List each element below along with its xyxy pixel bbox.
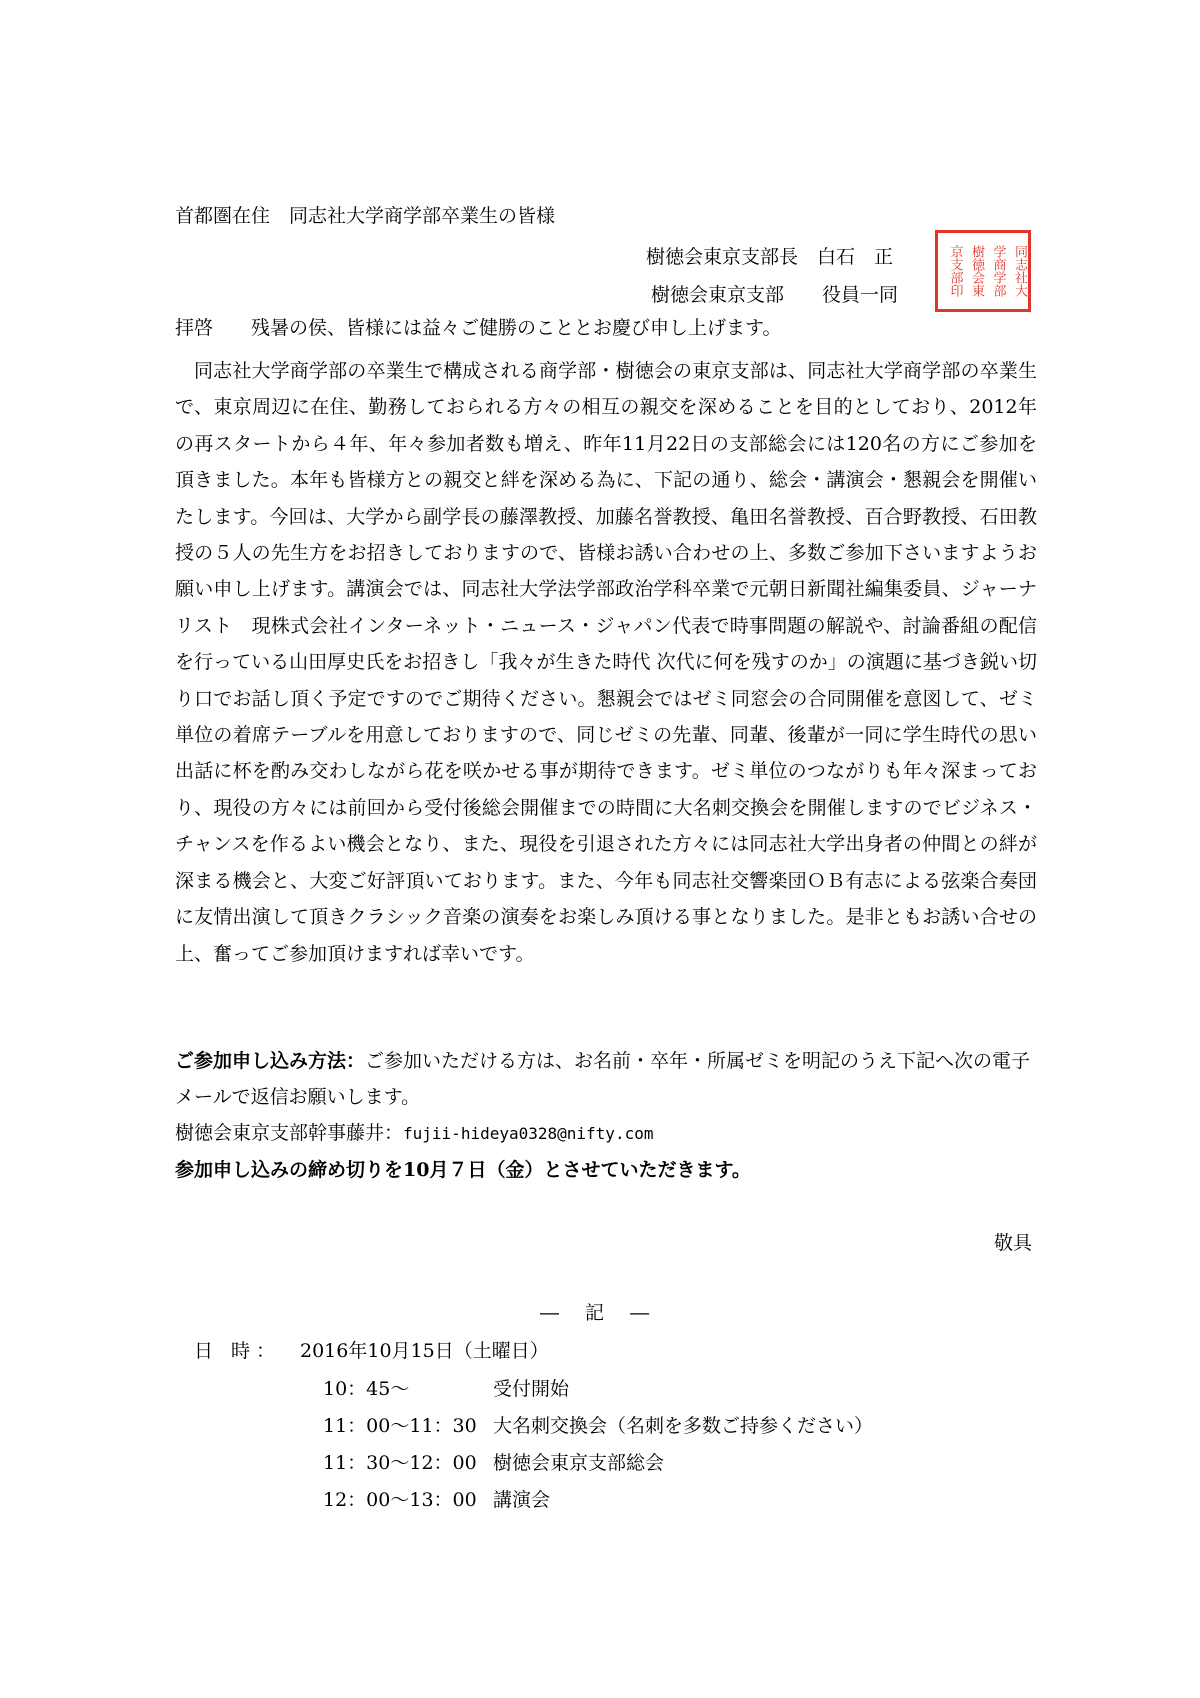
seal-column: 京支部印 [947,245,963,297]
application-contact [175,1115,1037,1152]
opening-greeting: 拝啓 残暑の侯、皆様には益々ご健勝のこととお慶び申し上げます。 [175,317,782,339]
schedule-time: 11：00～11：30 [323,1415,477,1437]
application-deadline: 参加申し込みの締め切りを10月７日（金）とさせていただきます。 [175,1159,751,1181]
application-instructions [175,1043,1037,1115]
application-section [175,1043,1037,1188]
event-date: 2016年10月15日（土曜日） [300,1340,549,1362]
schedule-heading: ― 記 ― [540,1302,660,1324]
schedule-time: 10：45～ [323,1378,410,1400]
schedule-event: 講演会 [493,1489,551,1511]
official-seal [935,230,1031,312]
seal-column: 学商学部 [990,245,1006,297]
closing-phrase: 敬具 [993,1232,1032,1254]
application-label: ご参加申し込み方法： [175,1050,366,1072]
contact-email-link[interactable]: fujii-hideya0328@nifty.com [403,1124,654,1143]
body-paragraph [175,353,1037,972]
seal-column: 同志社大 [1012,245,1027,297]
schedule-date-row [194,1336,549,1363]
contact-label: 樹徳会東京支部幹事藤井： [175,1122,404,1144]
schedule-event: 大名刺交換会（名刺を多数ご持参ください） [493,1415,874,1437]
addressee: 首都圏在住 同志社大学商学部卒業生の皆様 [175,205,556,227]
sender-chair: 樹徳会東京支部長 白石 正 [646,246,894,268]
schedule-event: 受付開始 [493,1378,570,1400]
application-text: ご参加いただける方は、お名前・卒年・所属ゼミを明記のうえ下記へ次の電子メールで返信お願いします。 [175,1050,1031,1108]
schedule-item [323,1448,664,1475]
date-label: 日 時： [194,1340,282,1362]
schedule-time: 11：30～12：00 [323,1452,477,1474]
schedule-item [323,1485,550,1512]
sender-board: 樹徳会東京支部 役員一同 [651,284,899,306]
schedule-item [323,1374,569,1401]
schedule-event: 樹徳会東京支部総会 [493,1452,665,1474]
schedule-item [323,1411,873,1438]
body-text: 同志社大学商学部の卒業生で構成される商学部・樹徳会の東京支部は、同志社大学商学部の卒業生で、東京周辺に在住、勤務しておられる方々の相互の親交を深めることを目的としており、2012年の再スタートから４年、年々参加者数も増え、昨年11月22日の支部総会には120名の方にご参加を頂きました。本年も皆様方との親交と絆を深める為に、下記の通り、総会・講演会・懇親会を開催いたします。今回は、大学から副学長の藤澤教授、加藤名誉教授、亀田名誉教授、百合野教授、石田教授の５人の先生方をお招きしておりますので、皆様お誘い合わせの上、多数ご参加下さいますようお願い申し上げます。講演会では、同志社大学法学部政治学科卒業で元朝日新聞社編集委員、ジャーナリスト 現株式会社インターネット・ニュース・ジャパン代表で時事問題の解説や、討論番組の配信を行っている山田厚史氏をお招きし「我々が生きた時代 次代に何を残すのか」の演題に基づき鋭い切り口でお話し頂く予定ですのでご期待ください。懇親会ではゼミ同窓会の合同開催を意図して、ゼミ単位の着席テーブルを用意しておりますので、同じゼミの先輩、同輩、後輩が一同に学生時代の思い出話に杯を酌み交わしながら花を咲かせる事が期待できます。ゼミ単位のつながりも年々深まっており、現役の方々には前回から受付後総会開催までの時間に大名刺交換会を開催しますのでビジネス・チャンスを作るよい機会となり、また、現役を引退された方々には同志社大学出身者の仲間との絆が深まる機会と、大変ご好評頂いております。また、今年も同志社交響楽団ＯＢ有志による弦楽合奏団に友情出演して頂きクラシック音楽の演奏をお楽しみ頂ける事となりました。是非ともお誘い合せの上、奮ってご参加頂けますれば幸いです。 [175,360,1037,965]
schedule-time: 12：00～13：00 [323,1489,477,1511]
seal-column: 樹徳会東 [969,245,984,297]
